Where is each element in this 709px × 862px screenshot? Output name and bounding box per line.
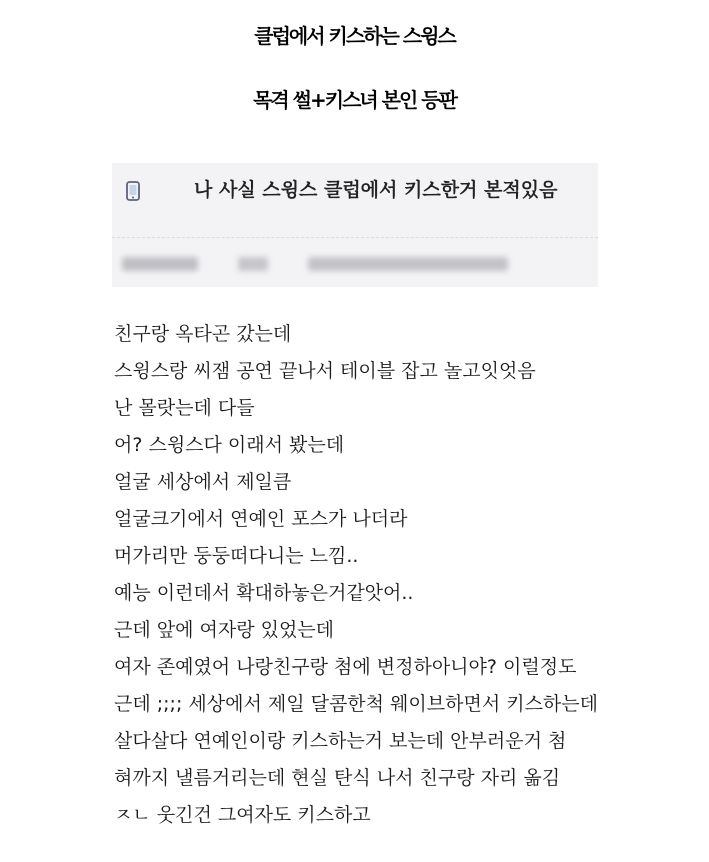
post-title: 나 사실 스윙스 클럽에서 키스한거 본적있음 xyxy=(194,179,558,201)
headline-line-1: 클럽에서 키스하는 스윙스 xyxy=(254,24,455,48)
body-line: 예능 이런데서 확대하놓은거같앗어.. xyxy=(114,582,414,604)
body-line: ㅈㄴ 웃긴건 그여자도 키스하고 xyxy=(114,804,371,826)
body-line: 혀까지 낼름거리는데 현실 탄식 나서 친구랑 자리 옮김 xyxy=(114,767,561,789)
phone-icon xyxy=(126,181,140,201)
post-body xyxy=(114,316,704,834)
body-line: 어? 스윙스다 이래서 봤는데 xyxy=(114,434,345,456)
body-line: 난 몰랏는데 다들 xyxy=(114,397,255,419)
body-line: 친구랑 옥타곤 갔는데 xyxy=(114,323,292,345)
blurred-meta xyxy=(122,249,592,279)
blurred-meta-segment xyxy=(308,257,508,271)
body-line: 머가리만 둥둥떠다니는 느낌.. xyxy=(114,545,359,567)
headline xyxy=(0,4,709,132)
post-divider xyxy=(112,237,598,238)
body-line: 근데 앞에 여자랑 있었는데 xyxy=(114,619,335,641)
blurred-author xyxy=(122,257,198,271)
body-line: 여자 존예였어 나랑친구랑 첨에 변정하아니야? 이럴정도 xyxy=(114,656,577,678)
blurred-meta-segment xyxy=(238,257,268,271)
body-line: 살다살다 연예인이랑 키스하는거 보는데 안부러운거 첨 xyxy=(114,730,567,752)
headline-line-2: 목격 썰+키스녀 본인 등판 xyxy=(253,88,456,112)
body-line: 얼굴 세상에서 제일큼 xyxy=(114,471,292,493)
body-line: 얼굴크기에서 연예인 포스가 나더라 xyxy=(114,508,408,530)
post-card xyxy=(112,163,598,287)
body-line: 스윙스랑 씨잼 공연 끝나서 테이블 잡고 놀고잇엇음 xyxy=(114,360,536,382)
post-header xyxy=(112,163,598,223)
body-line: 근데 ;;;; 세상에서 제일 달콤한척 웨이브하면서 키스하는데 xyxy=(114,693,598,715)
